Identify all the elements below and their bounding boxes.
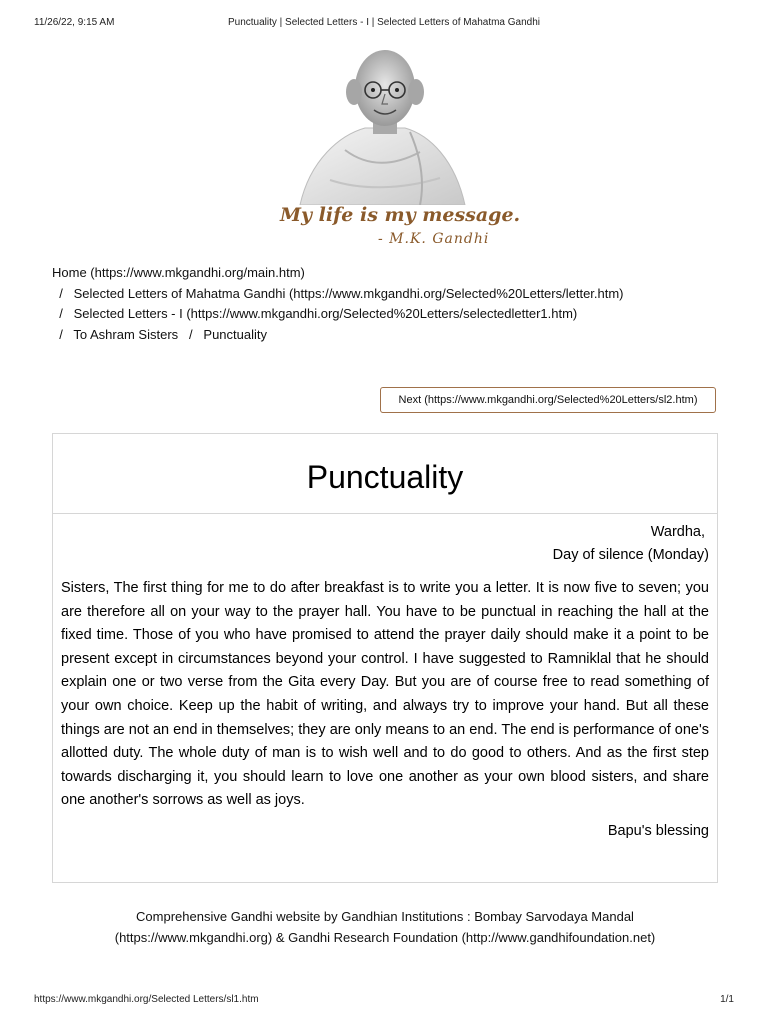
print-header xyxy=(34,17,734,31)
motto-author: - M.K. Gandhi xyxy=(378,231,490,247)
footer-line-2: (https://www.mkgandhi.org) & Gandhi Research Foundation (http://www.gandhifoundation.net) xyxy=(114,930,656,945)
letter-place: Wardha, xyxy=(650,524,705,540)
breadcrumb-link-selected-letters-1[interactable]: Selected Letters - I (https://www.mkgandhi.org/Selected%20Letters/selectedletter1.htm) xyxy=(73,306,578,321)
breadcrumb-row-level3 xyxy=(52,325,732,346)
letter-card-header xyxy=(53,434,717,514)
print-url: https://www.mkgandhi.org/Selected Letters/sl1.htm xyxy=(34,994,259,1005)
breadcrumb-link-ashram-sisters[interactable]: To Ashram Sisters xyxy=(73,326,179,342)
breadcrumb-link-home[interactable]: Home (https://www.mkgandhi.org/main.htm) xyxy=(52,265,305,280)
letter-card-body xyxy=(53,514,717,843)
letter-day: Day of silence (Monday) xyxy=(552,547,709,563)
breadcrumb-current: Punctuality xyxy=(203,326,267,342)
breadcrumb-separator: / xyxy=(59,285,63,301)
gandhi-portrait-image xyxy=(270,40,500,205)
motto-text: My life is my message. xyxy=(280,204,521,226)
breadcrumb-row-home xyxy=(52,263,732,284)
letter-body: Sisters, The first thing for me to do after breakfast is to write you a letter. It is now five to seven; you are therefore all on your way to the prayer hall. You have to be punctual in reaching the hall at the fixed time. Those of you who have promised to attend the prayer daily should make it a point to be present except in circumstances beyond your control. I have suggested to Ramniklal that he should explain one or two verse from the Gita every Day. But you are of course free to read something of your own choice. Keep up the habit of writing, and always try to improve your hand. But all these things are not an end in themselves; they are only means to an end. The end is performance of one's allotted duty. The whole duty of man is to wish well and to do good to others. And as the first step towards discharging it, you should learn to love one another as your own blood sisters, and share one another's sorrows as well as joys. xyxy=(61,580,709,809)
next-button[interactable]: Next (https://www.mkgandhi.org/Selected%20Letters/sl2.htm) xyxy=(380,387,716,413)
breadcrumb-separator: / xyxy=(188,326,193,342)
letter-card xyxy=(52,433,718,883)
letter-signoff: Bapu's blessing xyxy=(607,822,709,839)
breadcrumb-link-selected-letters[interactable]: Selected Letters of Mahatma Gandhi (https://www.mkgandhi.org/Selected%20Letters/letter.htm) xyxy=(73,285,624,301)
letter-title: Punctuality xyxy=(306,459,464,495)
breadcrumb-separator: / xyxy=(59,326,63,342)
site-footer xyxy=(52,906,718,948)
breadcrumb-separator: / xyxy=(59,306,63,321)
breadcrumb xyxy=(52,263,732,345)
print-title: Punctuality | Selected Letters - I | Selected Letters of Mahatma Gandhi xyxy=(227,17,541,28)
print-date: 11/26/22, 9:15 AM xyxy=(34,17,115,28)
breadcrumb-row-level2 xyxy=(52,304,732,325)
print-page-number: 1/1 xyxy=(720,994,734,1005)
footer-line-1: Comprehensive Gandhi website by Gandhian Institutions : Bombay Sarvodaya Mandal xyxy=(136,909,634,924)
breadcrumb-row-level1 xyxy=(52,284,732,305)
